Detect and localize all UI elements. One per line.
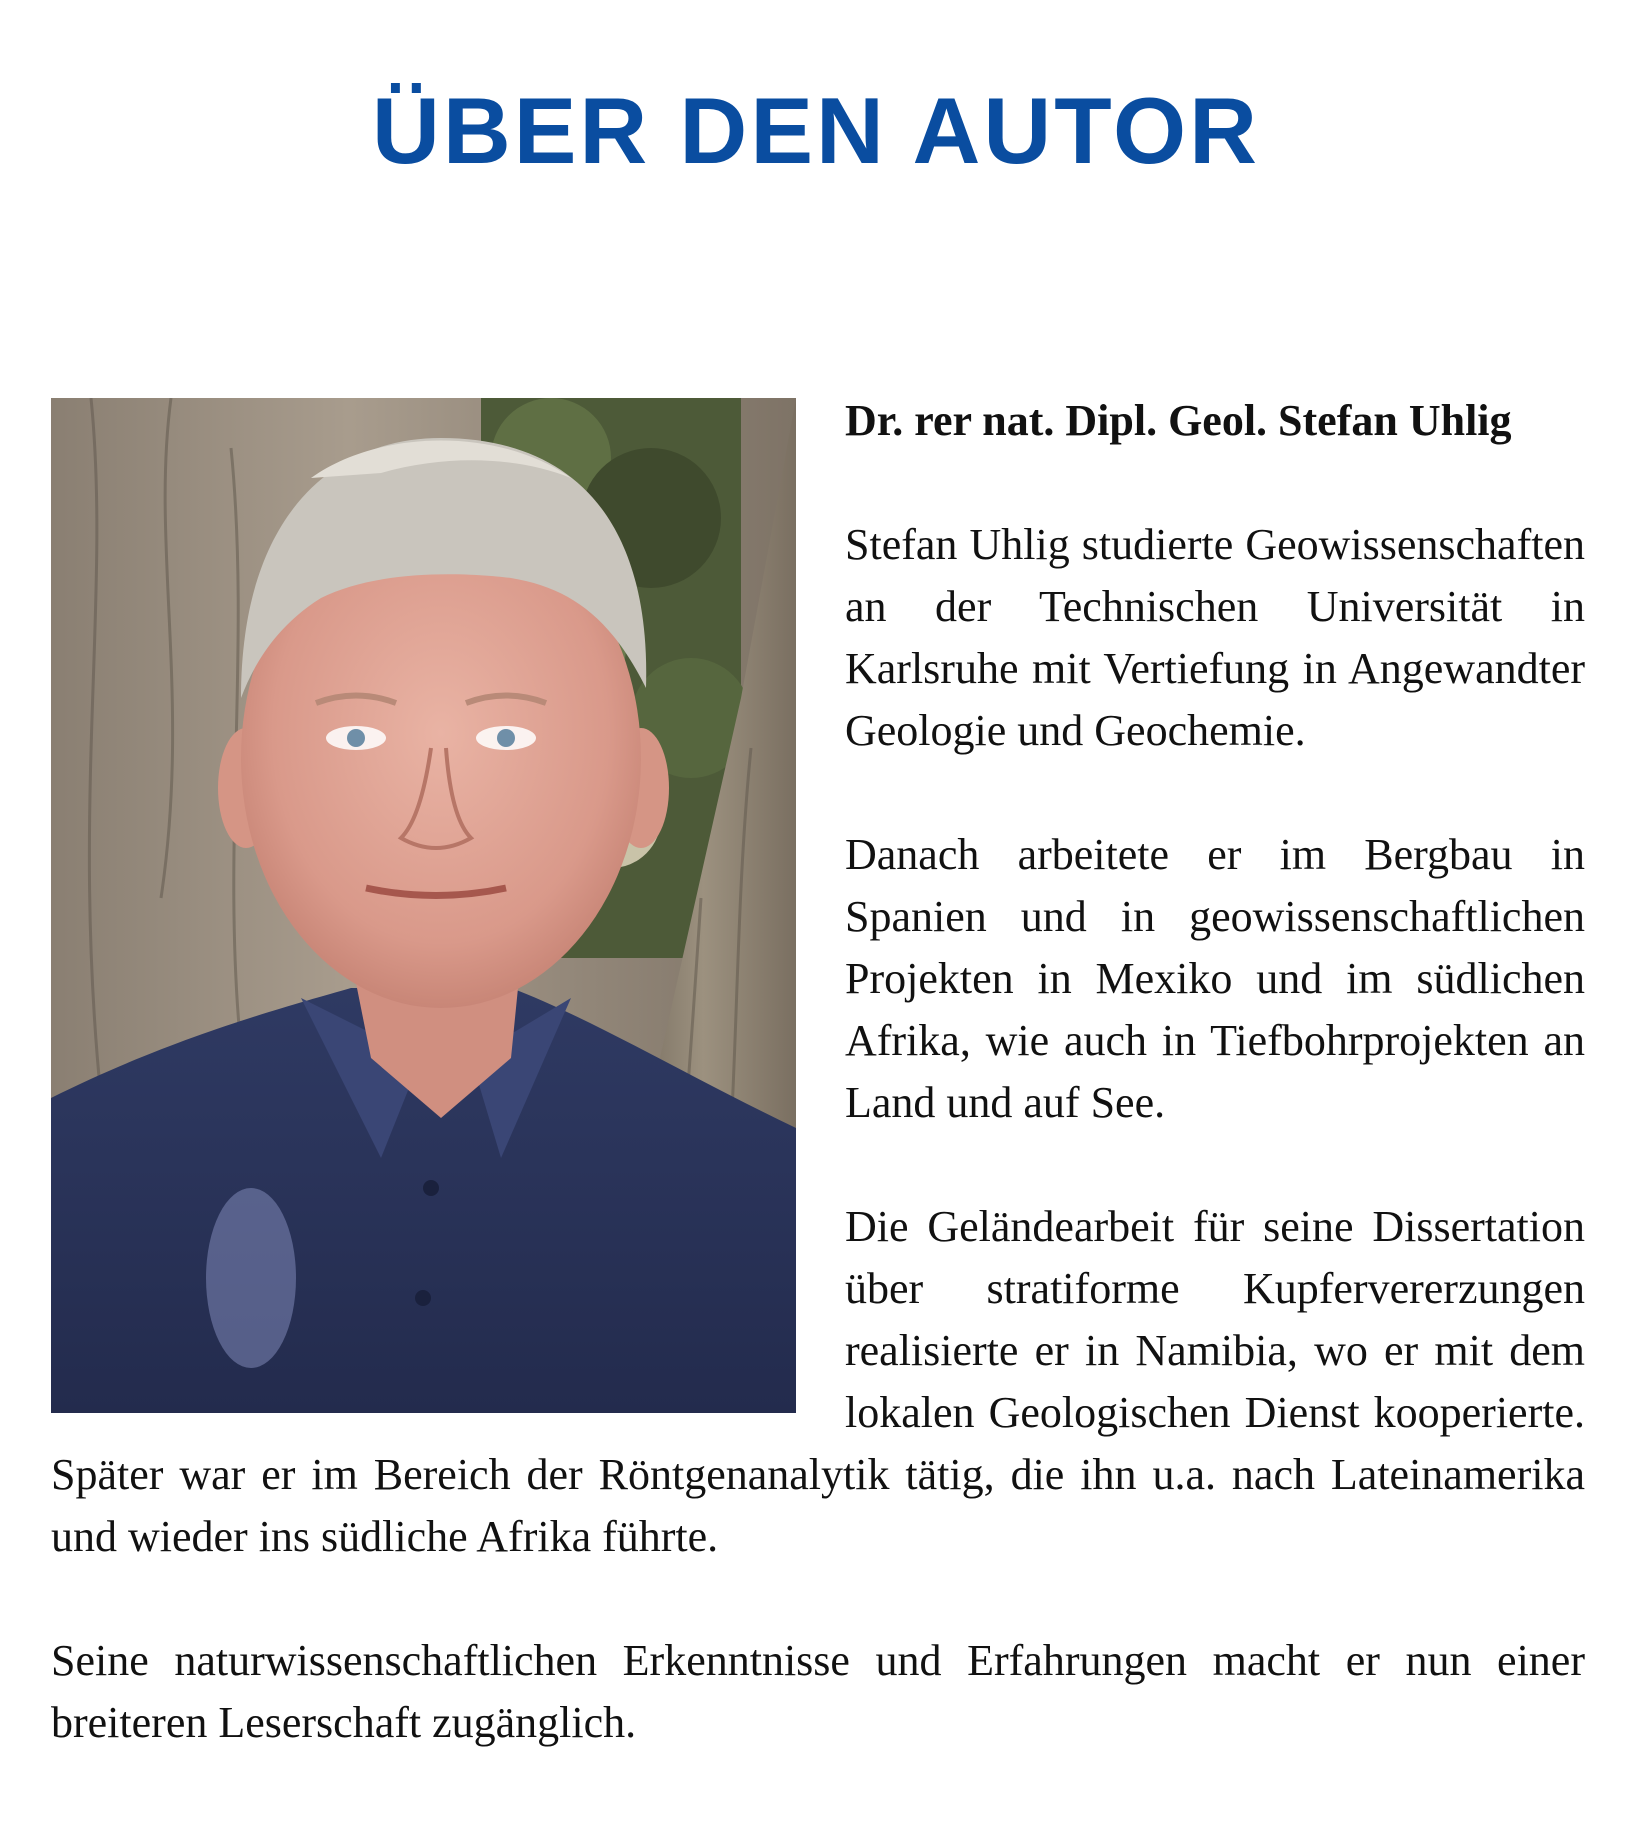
photo-wrap-spacer bbox=[51, 390, 845, 1424]
bio-paragraph-career: Danach arbeitete er im Bergbau in Spanien und in geowissenschaftlichen Projekten in Mexiko und im südlichen Afrika, wie auch in Tiefbohrprojekten an Land und auf See. bbox=[845, 830, 1585, 1127]
page-title: ÜBER DEN AUTOR bbox=[371, 78, 1261, 183]
bio-paragraph-outlook: Seine naturwissenschaftlichen Erkenntnisse und Erfahrungen macht er nun einer breiteren Leserschaft zugänglich. bbox=[51, 1636, 1585, 1747]
bio-paragraph-dissertation: Die Geländearbeit für seine Dissertation über stratiforme Kupfervererzungen realisierte er in Namibia, wo er mit dem lokalen Geologischen Dienst kooperierte. Später war er im Bereich der Röntgenanalytik tätig, die ihn u.a. nach Lateinamerika und wieder ins südliche Afrika führte. bbox=[51, 1202, 1585, 1561]
author-name: Dr. rer nat. Dipl. Geol. Stefan Uhlig bbox=[845, 396, 1512, 445]
bio-content bbox=[51, 390, 1585, 1754]
bio-paragraph-education: Stefan Uhlig studierte Geowissenschaften an der Technischen Universität in Karlsruhe mit Vertiefung in Angewandter Geologie und Geochemie. bbox=[845, 520, 1585, 755]
